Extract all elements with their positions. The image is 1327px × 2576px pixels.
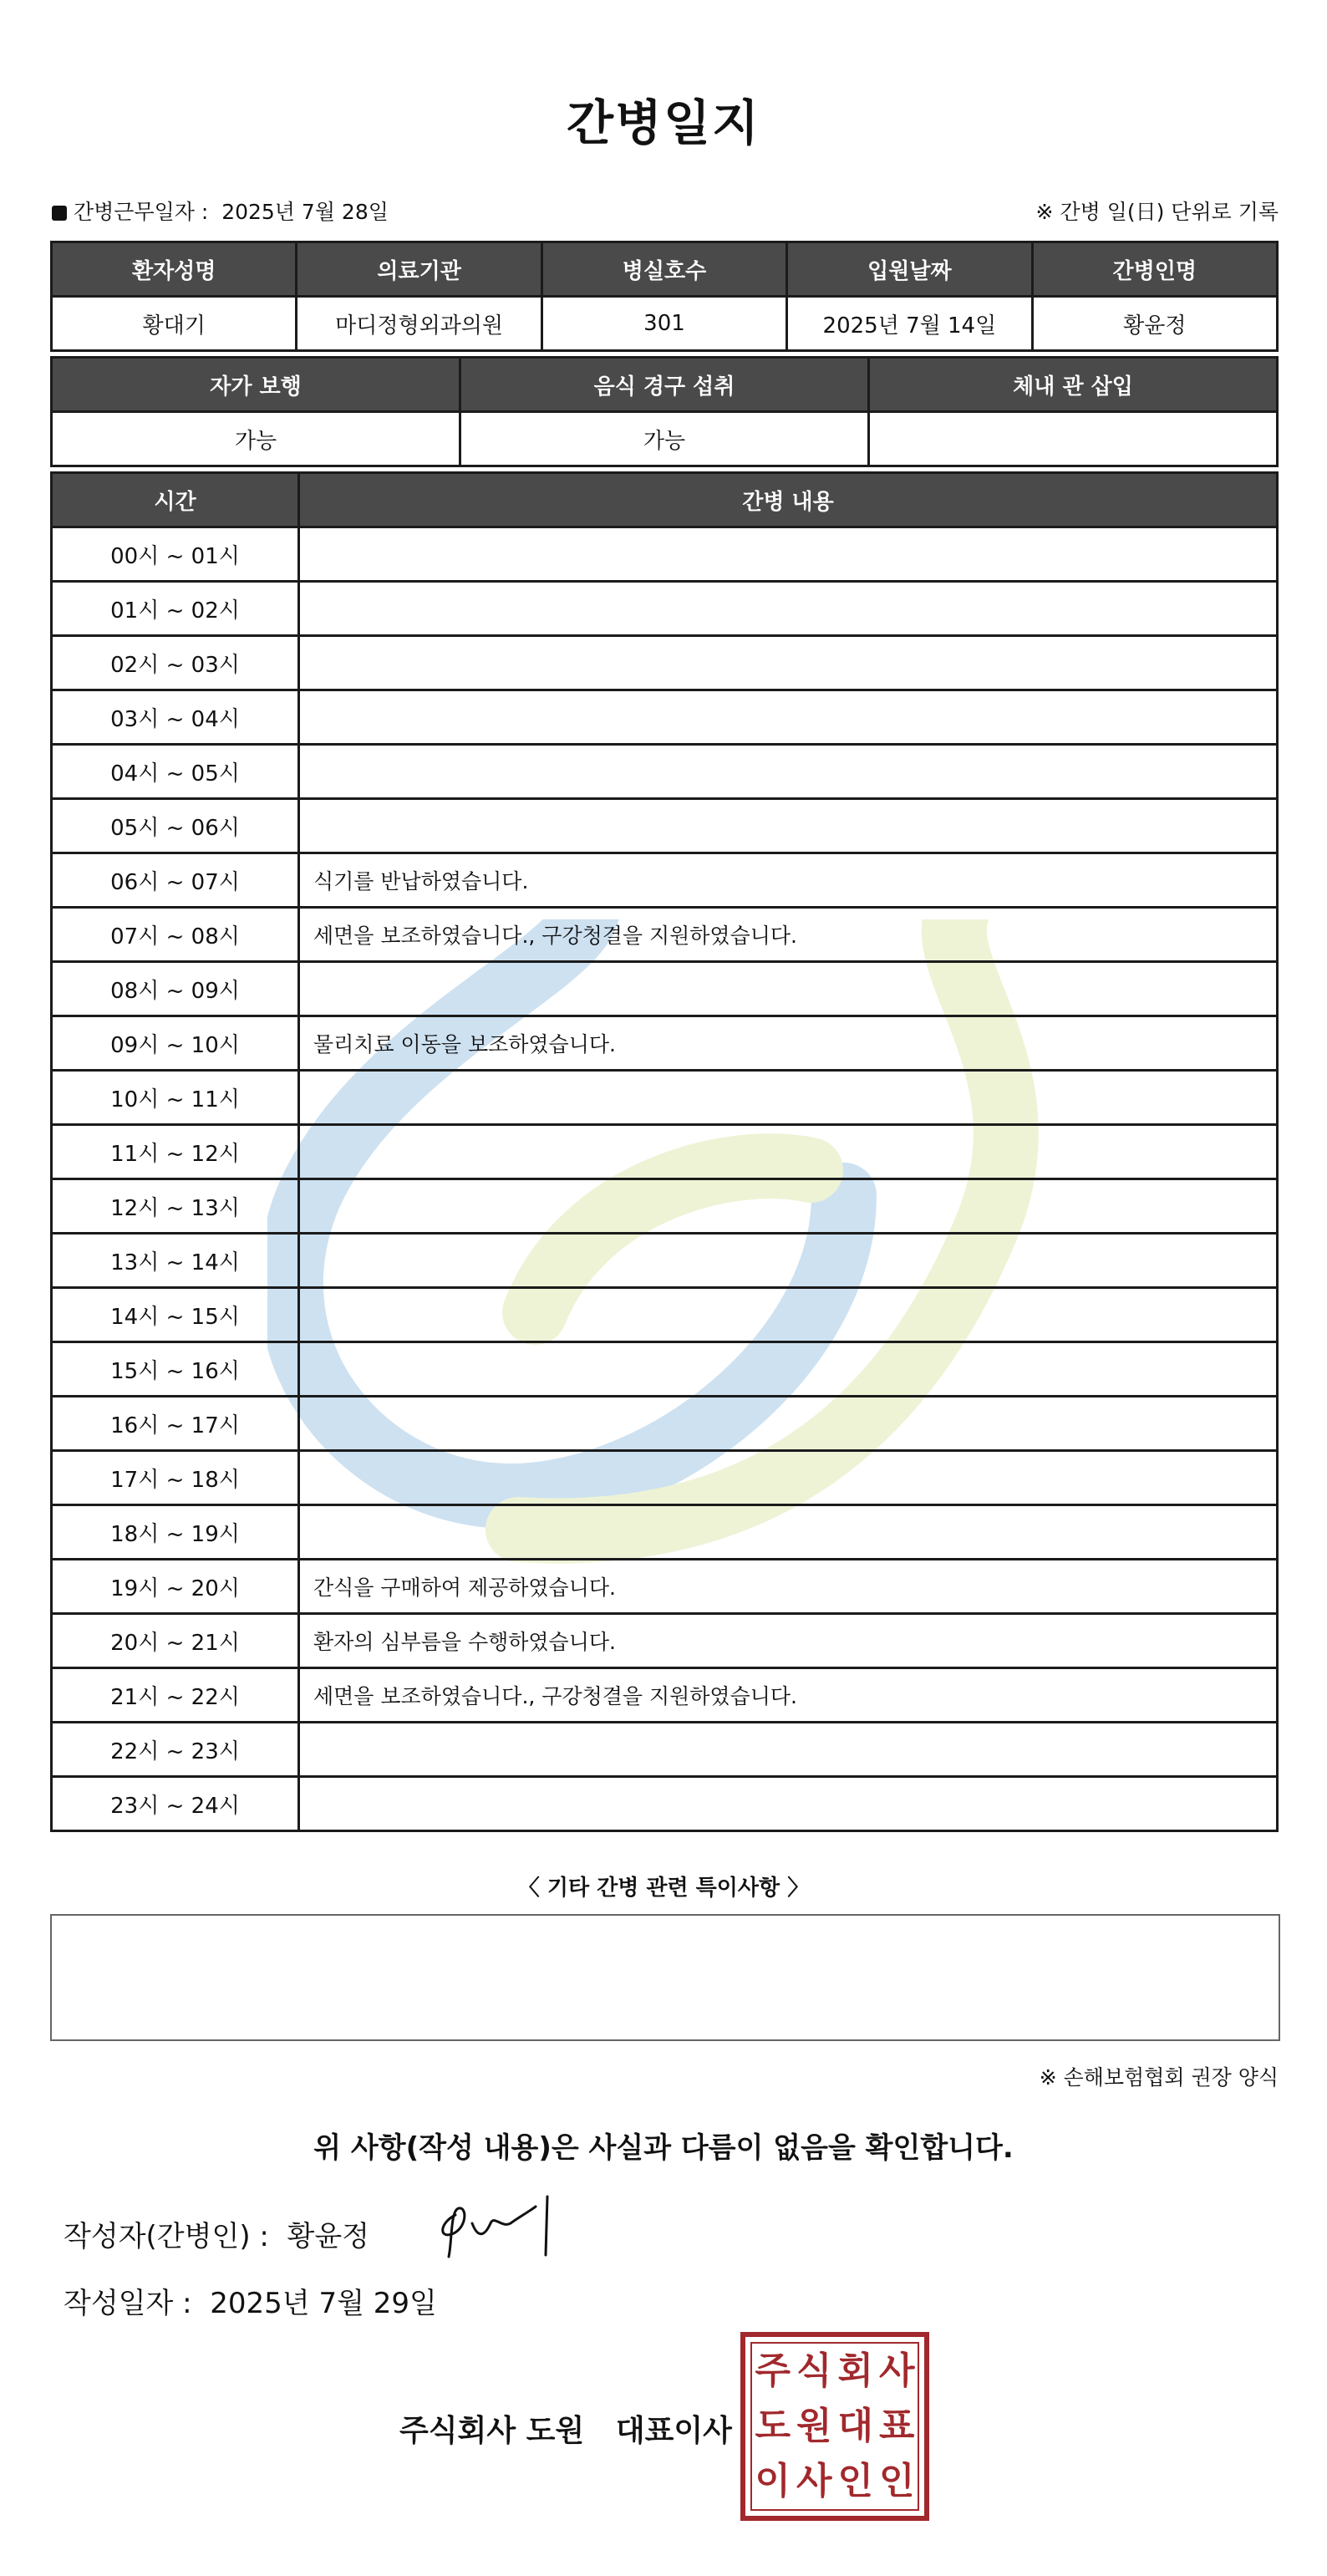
header-admission-date: 입원날짜 (787, 242, 1032, 297)
log-time-cell: 20시 ~ 21시 (52, 1614, 299, 1668)
log-content-cell: 환자의 심부름을 수행하였습니다. (299, 1614, 1278, 1668)
notes-box (50, 1914, 1280, 2041)
work-date-value: 2025년 7월 28일 (221, 200, 389, 224)
log-time-cell: 11시 ~ 12시 (52, 1125, 299, 1179)
header-caregiver-name: 간병인명 (1032, 242, 1277, 297)
care-log-header-row (52, 473, 1278, 527)
log-time-cell: 17시 ~ 18시 (52, 1451, 299, 1505)
page-title: 간병일지 (566, 94, 761, 151)
seal-character: 원 (796, 2405, 832, 2447)
log-content-cell (299, 745, 1278, 799)
work-date-label: 간병근무일자 : (74, 200, 209, 224)
company-line (399, 2407, 732, 2450)
care-log-row (52, 908, 1278, 962)
care-log-row (52, 1016, 1278, 1071)
log-content-cell (299, 690, 1278, 745)
log-time-cell: 03시 ~ 04시 (52, 690, 299, 745)
care-log-row (52, 1288, 1278, 1342)
patient-name-value: 황대기 (52, 297, 297, 351)
log-time-cell: 07시 ~ 08시 (52, 908, 299, 962)
capabilities-value-row (52, 412, 1278, 466)
log-time-cell: 00시 ~ 01시 (52, 527, 299, 582)
care-log-table (50, 471, 1279, 1832)
seal-character: 도 (755, 2405, 791, 2447)
admission-date-value: 2025년 7월 14일 (787, 297, 1032, 351)
log-time-cell: 08시 ~ 09시 (52, 962, 299, 1016)
hospital-value: 마디정형외과의원 (297, 297, 541, 351)
log-time-cell: 18시 ~ 19시 (52, 1505, 299, 1560)
log-time-cell: 19시 ~ 20시 (52, 1560, 299, 1614)
association-note: ※ 손해보험협회 권장 양식 (1039, 2065, 1279, 2090)
log-content-cell (299, 636, 1278, 690)
log-time-cell: 04시 ~ 05시 (52, 745, 299, 799)
seal-character: 인 (878, 2460, 915, 2502)
log-time-cell: 16시 ~ 17시 (52, 1397, 299, 1451)
care-log-row (52, 1342, 1278, 1397)
log-time-cell: 05시 ~ 06시 (52, 799, 299, 853)
header-hospital: 의료기관 (297, 242, 541, 297)
header-oral-intake: 음식 경구 섭취 (460, 358, 869, 412)
seal-character: 인 (837, 2460, 873, 2502)
seal-character: 주 (755, 2349, 791, 2392)
writer-name: 황윤정 (287, 2220, 370, 2253)
log-content-cell (299, 962, 1278, 1016)
notes-title: 〈 기타 간병 관련 특이사항 〉 (517, 1876, 810, 1901)
log-content-cell (299, 1342, 1278, 1397)
log-time-cell: 02시 ~ 03시 (52, 636, 299, 690)
care-log-row (52, 1234, 1278, 1288)
care-log-row (52, 1614, 1278, 1668)
caregiver-name-value: 황윤정 (1032, 297, 1277, 351)
header-self-walking: 자가 보행 (52, 358, 460, 412)
log-content-cell (299, 527, 1278, 582)
seal-character: 사 (878, 2349, 915, 2392)
company-role: 대표이사 (615, 2414, 732, 2448)
log-content-cell (299, 1723, 1278, 1777)
written-date-label: 작성일자 : (64, 2287, 192, 2320)
care-log-row (52, 853, 1278, 908)
confirmation-statement: 위 사항(작성 내용)은 사실과 다름이 없음을 확인합니다. (313, 2131, 1014, 2165)
record-unit-note: ※ 간병 일(日) 단위로 기록 (1035, 200, 1279, 224)
self-walking-value: 가능 (52, 412, 460, 466)
log-content-cell: 물리치료 이동을 보조하였습니다. (299, 1016, 1278, 1071)
log-content-cell (299, 1397, 1278, 1451)
log-time-cell: 23시 ~ 24시 (52, 1777, 299, 1831)
writer-label: 작성자(간병인) : (64, 2220, 269, 2253)
care-log-row (52, 1505, 1278, 1560)
work-date-line (52, 196, 389, 226)
patient-info-table (50, 241, 1279, 352)
log-content-cell (299, 1125, 1278, 1179)
care-log-row (52, 745, 1278, 799)
tube-insertion-value (869, 412, 1278, 466)
header-tube-insertion: 체내 관 삽입 (869, 358, 1278, 412)
care-log-row (52, 1668, 1278, 1723)
capabilities-header-row (52, 358, 1278, 412)
log-time-cell: 14시 ~ 15시 (52, 1288, 299, 1342)
handwritten-signature (430, 2190, 564, 2265)
log-content-cell (299, 1234, 1278, 1288)
log-content-cell (299, 1451, 1278, 1505)
log-content-cell (299, 582, 1278, 636)
care-log-row (52, 1125, 1278, 1179)
care-log-row (52, 1071, 1278, 1125)
care-log-body (52, 527, 1278, 1831)
seal-character: 식 (796, 2349, 832, 2392)
log-content-cell (299, 1288, 1278, 1342)
header-patient-name: 환자성명 (52, 242, 297, 297)
log-content-cell: 세면을 보조하였습니다., 구강청결을 지원하였습니다. (299, 1668, 1278, 1723)
log-time-cell: 01시 ~ 02시 (52, 582, 299, 636)
written-date-value: 2025년 7월 29일 (210, 2287, 437, 2320)
log-content-cell (299, 1071, 1278, 1125)
care-log-row (52, 636, 1278, 690)
patient-info-value-row (52, 297, 1278, 351)
log-time-cell: 12시 ~ 13시 (52, 1179, 299, 1234)
care-log-row (52, 962, 1278, 1016)
seal-characters (750, 2342, 919, 2511)
log-time-cell: 15시 ~ 16시 (52, 1342, 299, 1397)
square-bullet-icon (52, 206, 67, 221)
seal-character: 표 (878, 2405, 915, 2447)
care-log-row (52, 1179, 1278, 1234)
writer-line (64, 2213, 369, 2254)
header-time: 시간 (52, 473, 299, 527)
log-time-cell: 21시 ~ 22시 (52, 1668, 299, 1723)
log-time-cell: 10시 ~ 11시 (52, 1071, 299, 1125)
care-log-row (52, 1777, 1278, 1831)
seal-character: 대 (837, 2405, 873, 2447)
log-content-cell: 식기를 반납하였습니다. (299, 853, 1278, 908)
log-content-cell (299, 799, 1278, 853)
care-log-row (52, 1723, 1278, 1777)
header-care-content: 간병 내용 (299, 473, 1278, 527)
log-content-cell: 세면을 보조하였습니다., 구강청결을 지원하였습니다. (299, 908, 1278, 962)
log-content-cell (299, 1179, 1278, 1234)
log-time-cell: 09시 ~ 10시 (52, 1016, 299, 1071)
care-log-row (52, 527, 1278, 582)
room-number-value: 301 (541, 297, 786, 351)
care-log-row (52, 1397, 1278, 1451)
care-log-row (52, 799, 1278, 853)
company-name: 주식회사 도원 (399, 2414, 585, 2448)
header-room-number: 병실호수 (541, 242, 786, 297)
patient-info-header-row (52, 242, 1278, 297)
capabilities-table (50, 356, 1279, 467)
seal-character: 사 (796, 2460, 832, 2502)
care-log-row (52, 582, 1278, 636)
oral-intake-value: 가능 (460, 412, 869, 466)
log-content-cell: 간식을 구매하여 제공하였습니다. (299, 1560, 1278, 1614)
log-content-cell (299, 1505, 1278, 1560)
care-log-row (52, 1451, 1278, 1505)
written-date-line (64, 2280, 437, 2321)
seal-character: 이 (755, 2460, 791, 2502)
log-time-cell: 22시 ~ 23시 (52, 1723, 299, 1777)
company-seal-stamp (740, 2332, 929, 2521)
log-time-cell: 06시 ~ 07시 (52, 853, 299, 908)
log-content-cell (299, 1777, 1278, 1831)
care-log-row (52, 1560, 1278, 1614)
log-time-cell: 13시 ~ 14시 (52, 1234, 299, 1288)
seal-character: 회 (837, 2349, 873, 2392)
care-log-row (52, 690, 1278, 745)
